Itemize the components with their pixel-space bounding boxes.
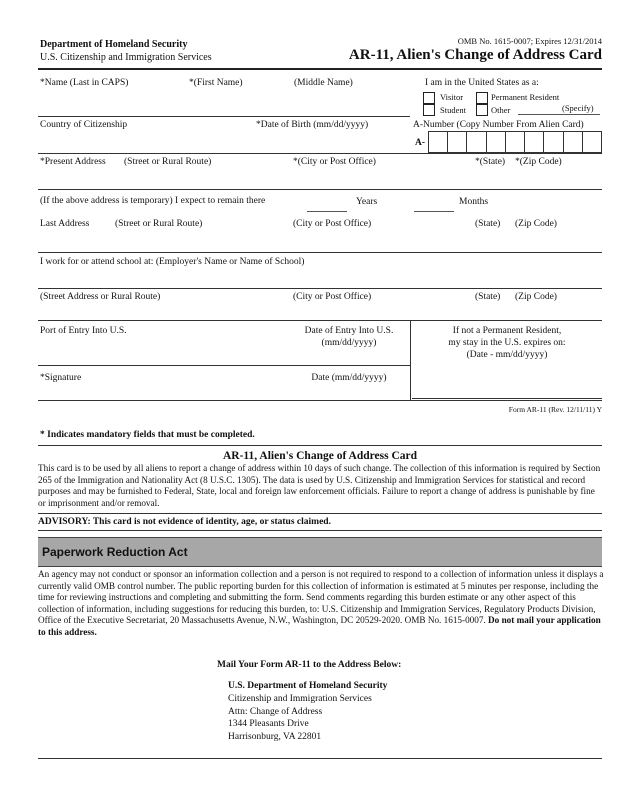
status-label: I am in the United States as a: [425, 78, 539, 88]
student-checkbox[interactable] [423, 104, 435, 116]
row-rule [38, 400, 602, 401]
mail-line-1: U.S. Department of Homeland Security [228, 681, 388, 691]
city-label: (City or Post Office) [293, 292, 372, 302]
row-rule [38, 320, 602, 321]
country-label: Country of Citizenship [40, 120, 128, 130]
zip-label: *(Zip Code) [515, 157, 562, 167]
card-paragraph: This card is to be used by all aliens to report a change of address within 10 days of such change. The collection of this information is required by Section 265 of the Immigration and Nationality Act (8 U.S.C. 1305). The data is used by U.S. Citizenship and Immigration Services for statistical and record purposes and may be furnished to Federal, State, local and foreign law enforcement officials. Failure to report a change of address is punishable by fine or imprisonment and/or removal. [38, 463, 601, 508]
header-rule [38, 68, 602, 70]
row-rule [38, 288, 602, 289]
state-label: (State) [475, 219, 501, 229]
mail-line-3: Attn: Change of Address [228, 707, 323, 717]
other-specify-line[interactable] [518, 114, 600, 115]
row-rule [38, 116, 410, 117]
years-field[interactable] [307, 211, 347, 212]
date-entry-label: Date of Entry Into U.S. [304, 326, 394, 336]
row-rule [38, 189, 602, 190]
agency-name: U.S. Citizenship and Immigration Services [40, 52, 212, 63]
name-middle-label: (Middle Name) [294, 78, 353, 88]
employer-label: I work for or attend school at: (Employer's Name or Name of School) [40, 257, 305, 267]
mail-heading: Mail Your Form AR-11 to the Address Below: [217, 660, 402, 670]
months-label: Months [459, 197, 489, 207]
date-entry-format: (mm/dd/yyyy) [321, 338, 377, 348]
city-label: (City or Post Office) [293, 219, 372, 229]
pra-heading: Paperwork Reduction Act [42, 545, 188, 559]
temporary-label: (If the above address is temporary) I expect to remain there [40, 196, 266, 206]
bottom-rule [38, 758, 602, 759]
months-field[interactable] [414, 211, 454, 212]
mail-line-5: Harrisonburg, VA 22801 [228, 732, 322, 742]
form-title: AR-11, Alien's Change of Address Card [348, 47, 602, 63]
column-divider [410, 320, 411, 400]
row-rule [38, 365, 410, 366]
pra-paragraph [38, 569, 604, 639]
street-label: (Street or Rural Route) [124, 157, 212, 167]
row-rule [38, 252, 602, 253]
omb-number: OMB No. 1615-0007; Expires 12/31/2014 [457, 36, 602, 46]
a-number-label: A-Number (Copy Number From Alien Card) [413, 120, 584, 130]
pra-banner [38, 537, 602, 567]
other-checkbox[interactable] [476, 104, 488, 116]
section-rule [38, 530, 602, 531]
zip-label: (Zip Code) [515, 219, 557, 229]
nonperm-label-3: (Date - mm/dd/yyyy) [466, 350, 548, 360]
expire-date-line[interactable] [412, 398, 602, 399]
a-number-boxes[interactable] [428, 131, 602, 153]
mandatory-note: * Indicates mandatory fields that must be completed. [40, 430, 255, 440]
dob-label: *Date of Birth (mm/dd/yyyy) [256, 120, 369, 130]
port-entry-label: Port of Entry Into U.S. [40, 326, 127, 336]
street-label: (Street Address or Rural Route) [40, 292, 161, 302]
visitor-checkbox[interactable] [423, 92, 435, 104]
state-label: (State) [475, 292, 501, 302]
street-label: (Street or Rural Route) [115, 219, 203, 229]
student-label: Student [440, 105, 466, 115]
present-address-label: *Present Address [40, 157, 106, 167]
mail-line-4: 1344 Pleasants Drive [228, 719, 309, 729]
permanent-resident-checkbox[interactable] [476, 92, 488, 104]
last-address-label: Last Address [40, 219, 90, 229]
signature-label: *Signature [40, 373, 82, 383]
city-label: *(City or Post Office) [293, 157, 376, 167]
name-last-label: *Name (Last in CAPS) [40, 78, 129, 88]
a-number-prefix: A- [415, 138, 426, 148]
advisory-text: ADVISORY: This card is not evidence of identity, age, or status claimed. [38, 517, 331, 527]
section-rule [38, 445, 602, 446]
zip-label: (Zip Code) [515, 292, 557, 302]
date-signature-label: Date (mm/dd/yyyy) [311, 373, 387, 383]
permanent-resident-label: Permanent Resident [491, 92, 560, 102]
row-rule [38, 153, 602, 154]
section-rule [38, 513, 602, 514]
name-first-label: *(First Name) [189, 78, 243, 88]
years-label: Years [356, 197, 378, 207]
pra-bold-note: Do not mail your application to this address. [38, 615, 601, 637]
nonperm-label-1: If not a Permanent Resident, [452, 326, 562, 336]
mail-line-2: Citizenship and Immigration Services [228, 694, 372, 704]
specify-label: (Specify) [562, 103, 594, 113]
state-label: *(State) [475, 157, 506, 167]
visitor-label: Visitor [440, 92, 464, 102]
department-name: Department of Homeland Security [40, 39, 188, 50]
form-revision: Form AR-11 (Rev. 12/11/11) Y [508, 405, 602, 414]
pra-body: An agency may not conduct or sponsor an information collection and a person is not required to respond to a collection of information unless it displays a currently valid OMB control number. The public reporting burden for this collection of information is estimated at 5 minutes per response, including the time for reviewing instructions and completing and submitting the form. Send comments regarding this burden estimate or any other aspect of this collection of information, including suggestions for reducing this burden, to: U.S. Citizenship and Immigration Services, Regulatory Products Division, Office of the Executive Secretariat, 20 Massachusetts Avenue, N.W., Washington, DC 20529-2020. OMB No. 1615-0007. [38, 569, 604, 626]
other-label: Other [491, 105, 511, 115]
card-title: AR-11, Alien's Change of Address Card [222, 450, 418, 462]
nonperm-label-2: my stay in the U.S. expires on: [448, 338, 566, 348]
